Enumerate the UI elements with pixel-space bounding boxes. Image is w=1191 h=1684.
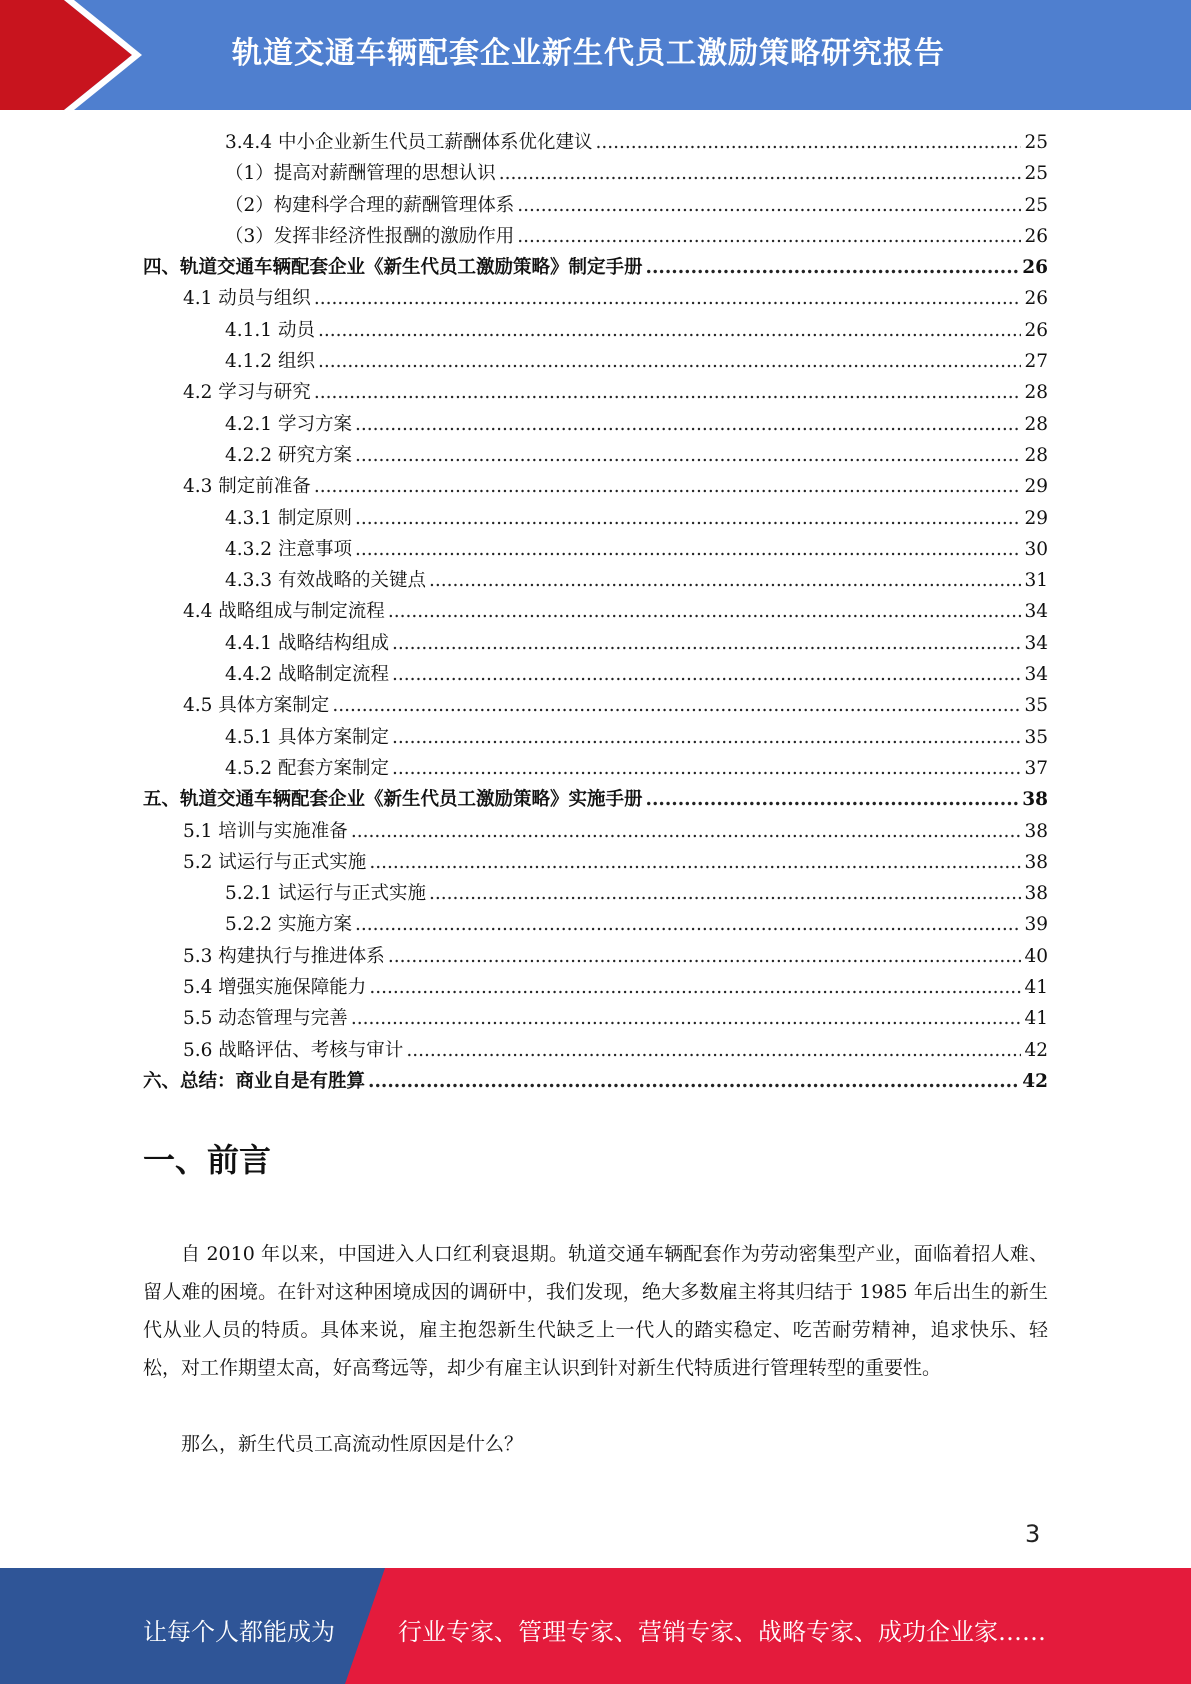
toc-entry-page: 38 — [1024, 851, 1048, 873]
toc-entry-page: 42 — [1024, 1039, 1048, 1061]
toc-leader-dots — [332, 690, 1021, 721]
toc-entry-page: 30 — [1024, 538, 1048, 560]
toc-entry[interactable] — [143, 596, 1048, 627]
toc-entry[interactable] — [143, 534, 1048, 565]
toc-entry-label: 4.1 动员与组织 — [183, 288, 311, 310]
toc-leader-dots — [392, 628, 1021, 659]
page-footer — [0, 1568, 1191, 1684]
toc-entry-page: 26 — [1024, 288, 1048, 310]
toc-entry[interactable] — [143, 816, 1048, 847]
toc-entry-label: 4.5.1 具体方案制定 — [225, 726, 389, 748]
toc-entry-page: 39 — [1024, 914, 1048, 936]
footer-slogan-left: 让每个人都能成为 — [143, 1618, 335, 1646]
toc-leader-dots — [646, 252, 1020, 283]
toc-entry-label: 5.2 试运行与正式实施 — [183, 851, 367, 873]
paragraph: 自 2010 年以来，中国进入人口红利衰退期。轨道交通车辆配套作为劳动密集型产业，面临着招人难、留人难的困境。在针对这种困境成因的调研中，我们发现，绝大多数雇主将其归结于 1985 年后出生的新生代从业人员的特质。具体来说，雇主抱怨新生代缺乏上一代人的踏实稳定、吃苦耐劳精神，追求快乐、轻松，对工作期望太高，好高骛远等，却少有雇主认识到针对新生代特质进行管理转型的重要性。 — [143, 1243, 1048, 1379]
toc-entry-page: 35 — [1024, 695, 1048, 717]
toc-entry-label: 4.3 制定前准备 — [183, 476, 311, 498]
toc-leader-dots — [314, 377, 1022, 408]
toc-entry-label: 5.3 构建执行与推进体系 — [183, 945, 385, 967]
toc-entry[interactable] — [143, 440, 1048, 471]
paragraph: 那么，新生代员工高流动性原因是什么？ — [181, 1433, 524, 1455]
toc-entry-label: 六、总结：商业自是有胜算 — [143, 1070, 366, 1092]
toc-entry-label: （2）构建科学合理的薪酬管理体系 — [225, 194, 515, 216]
toc-leader-dots — [392, 659, 1021, 690]
toc-entry-page: 38 — [1024, 820, 1048, 842]
toc-entry-label: 5.6 战略评估、考核与审计 — [183, 1039, 404, 1061]
toc-entry-page: 34 — [1024, 601, 1048, 623]
toc-leader-dots — [392, 753, 1021, 784]
toc-leader-dots — [318, 346, 1022, 377]
toc-entry[interactable] — [143, 659, 1048, 690]
toc-entry[interactable] — [143, 722, 1048, 753]
toc-entry-label: 4.3.2 注意事项 — [225, 538, 352, 560]
toc-entry-label: 5.2.1 试运行与正式实施 — [225, 883, 426, 905]
toc-entry-label: 4.4.1 战略结构组成 — [225, 632, 389, 654]
toc-entry-page: 34 — [1024, 664, 1048, 686]
toc-leader-dots — [369, 972, 1021, 1003]
toc-leader-dots — [351, 1003, 1022, 1034]
toc-leader-dots — [499, 158, 1022, 189]
toc-leader-dots — [517, 221, 1021, 252]
toc-entry-label: 4.5 具体方案制定 — [183, 695, 330, 717]
toc-entry-page: 38 — [1022, 789, 1048, 811]
toc-leader-dots — [646, 784, 1020, 815]
toc-entry[interactable] — [143, 1035, 1048, 1066]
toc-leader-dots — [351, 816, 1022, 847]
toc-leader-dots — [369, 847, 1021, 878]
toc-entry-page: 29 — [1024, 476, 1048, 498]
toc-entry-page: 25 — [1024, 163, 1048, 185]
toc-entry[interactable] — [143, 158, 1048, 189]
toc-entry-page: 26 — [1024, 319, 1048, 341]
toc-leader-dots — [355, 409, 1022, 440]
toc-entry-page: 42 — [1022, 1070, 1048, 1092]
toc-entry-label: 4.1.2 组织 — [225, 351, 315, 373]
toc-entry[interactable] — [143, 784, 1048, 815]
toc-leader-dots — [406, 1035, 1021, 1066]
toc-entry[interactable] — [143, 941, 1048, 972]
toc-leader-dots — [318, 315, 1022, 346]
toc-entry-page: 38 — [1024, 883, 1048, 905]
toc-entry[interactable] — [143, 252, 1048, 283]
toc-leader-dots — [355, 440, 1022, 471]
toc-entry-page: 28 — [1024, 444, 1048, 466]
toc-entry-label: 4.4.2 战略制定流程 — [225, 664, 389, 686]
toc-entry-label: 4.5.2 配套方案制定 — [225, 757, 389, 779]
toc-entry-label: 5.4 增强实施保障能力 — [183, 977, 367, 999]
toc-entry-label: 4.4 战略组成与制定流程 — [183, 601, 385, 623]
toc-entry-page: 35 — [1024, 726, 1048, 748]
toc-entry[interactable] — [143, 283, 1048, 314]
toc-entry[interactable] — [143, 346, 1048, 377]
toc-entry-label: 4.1.1 动员 — [225, 319, 315, 341]
toc-entry-page: 28 — [1024, 413, 1048, 435]
toc-entry[interactable] — [143, 878, 1048, 909]
page-header — [0, 0, 1191, 110]
toc-leader-dots — [355, 534, 1022, 565]
toc-entry-label: 四、轨道交通车辆配套企业《新生代员工激励策略》制定手册 — [143, 257, 643, 279]
toc-entry-page: 41 — [1024, 1008, 1048, 1030]
toc-entry[interactable] — [143, 377, 1048, 408]
toc-entry[interactable] — [143, 972, 1048, 1003]
toc-entry[interactable] — [143, 847, 1048, 878]
toc-entry[interactable] — [143, 503, 1048, 534]
toc-leader-dots — [314, 471, 1022, 502]
toc-entry[interactable] — [143, 909, 1048, 940]
footer-slogan-right: 行业专家、管理专家、营销专家、战略专家、成功企业家…… — [398, 1618, 1046, 1646]
toc-entry-label: 4.3.3 有效战略的关键点 — [225, 570, 426, 592]
toc-leader-dots — [429, 565, 1021, 596]
toc-entry-label: 五、轨道交通车辆配套企业《新生代员工激励策略》实施手册 — [143, 789, 643, 811]
toc-entry[interactable] — [143, 628, 1048, 659]
toc-entry-label: 5.1 培训与实施准备 — [183, 820, 348, 842]
toc-entry[interactable] — [143, 221, 1048, 252]
body-text — [143, 1235, 1048, 1463]
toc-entry[interactable] — [143, 1066, 1048, 1097]
section-title: 一、前言 — [143, 1141, 272, 1179]
toc-leader-dots — [429, 878, 1021, 909]
toc-leader-dots — [368, 1066, 1019, 1097]
toc-leader-dots — [595, 127, 1021, 158]
toc-entry-page: 27 — [1024, 351, 1048, 373]
toc-leader-dots — [355, 503, 1022, 534]
toc-entry-page: 37 — [1024, 757, 1048, 779]
toc-entry[interactable] — [143, 690, 1048, 721]
toc-entry[interactable] — [143, 565, 1048, 596]
toc-entry[interactable] — [143, 190, 1048, 221]
toc-leader-dots — [392, 722, 1021, 753]
toc-leader-dots — [355, 909, 1022, 940]
red-chevron-decoration — [0, 0, 150, 110]
toc-entry-page: 25 — [1024, 132, 1048, 153]
toc-entry-label: 5.2.2 实施方案 — [225, 914, 352, 936]
toc-entry[interactable] — [143, 315, 1048, 346]
toc-leader-dots — [517, 190, 1021, 221]
toc-entry-page: 28 — [1024, 382, 1048, 404]
toc-entry-page: 26 — [1022, 257, 1048, 279]
toc-entry[interactable] — [143, 1003, 1048, 1034]
toc-entry[interactable] — [143, 409, 1048, 440]
toc-leader-dots — [388, 596, 1022, 627]
toc-entry-page: 40 — [1024, 945, 1048, 967]
toc-entry-label: 3.4.4 中小企业新生代员工薪酬体系优化建议 — [225, 132, 593, 153]
toc-entry[interactable] — [143, 753, 1048, 784]
toc-entry-page: 34 — [1024, 632, 1048, 654]
toc-entry-page: 29 — [1024, 507, 1048, 529]
toc-entry-label: （3）发挥非经济性报酬的激励作用 — [225, 225, 515, 247]
toc-entry-label: 4.2.1 学习方案 — [225, 413, 352, 435]
toc-entry-label: 4.2.2 研究方案 — [225, 444, 352, 466]
toc-entry-page: 25 — [1024, 194, 1048, 216]
toc-entry-page: 31 — [1024, 570, 1048, 592]
page-number: 3 — [1025, 1520, 1041, 1548]
table-of-contents — [143, 127, 1048, 1097]
toc-entry-label: 5.5 动态管理与完善 — [183, 1008, 348, 1030]
header-title: 轨道交通车辆配套企业新生代员工激励策略研究报告 — [232, 36, 945, 71]
toc-leader-dots — [388, 941, 1022, 972]
toc-leader-dots — [314, 283, 1022, 314]
toc-entry[interactable] — [143, 127, 1048, 158]
toc-entry-label: （1）提高对薪酬管理的思想认识 — [225, 163, 496, 185]
toc-entry-label: 4.2 学习与研究 — [183, 382, 311, 404]
toc-entry[interactable] — [143, 471, 1048, 502]
toc-entry-page: 26 — [1024, 225, 1048, 247]
toc-entry-label: 4.3.1 制定原则 — [225, 507, 352, 529]
toc-entry-page: 41 — [1024, 977, 1048, 999]
